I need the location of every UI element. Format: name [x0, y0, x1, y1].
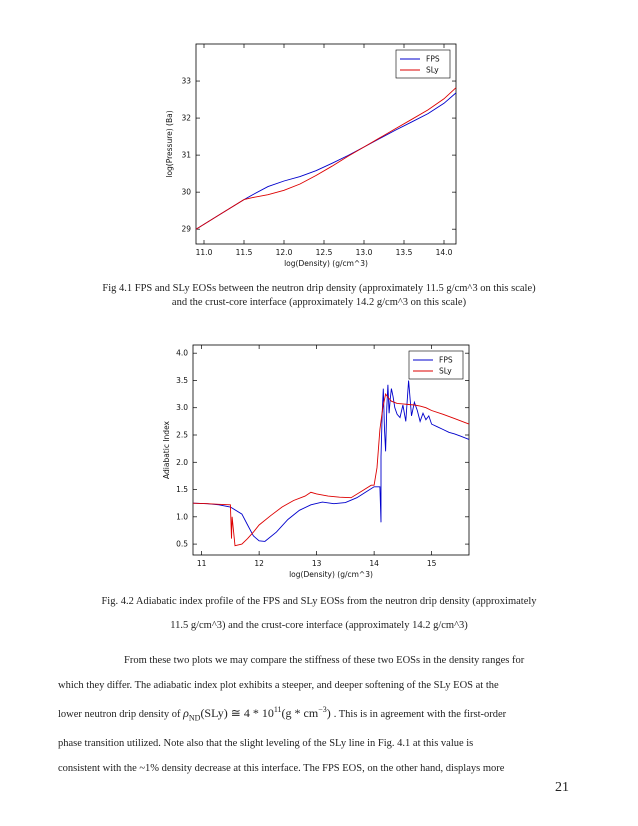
x-tick-label: 13.5	[395, 248, 413, 257]
y-tick-label: 0.5	[176, 539, 188, 549]
legend-label-sly: SLy	[426, 65, 439, 75]
neutron-drip-density-formula	[183, 705, 334, 723]
body-text-line: phase transition utilized. Note also that the slight leveling of the SLy line in Fig. 4.1 at this value is	[58, 738, 474, 749]
x-tick-label: 13.0	[355, 248, 373, 257]
y-tick-label: 29	[181, 224, 191, 234]
pressure-chart	[0, 30, 638, 275]
formula-subscript: ND	[188, 713, 201, 723]
x-tick-label: 14	[369, 559, 379, 568]
x-tick-label: 12.0	[275, 248, 293, 257]
legend-box	[396, 50, 450, 78]
legend-label-fps: FPS	[439, 355, 453, 365]
body-text-line: From these two plots we may compare the stiffness of these two EOSs in the density ranges for	[124, 655, 525, 666]
figure-4-1-caption-line1: Fig 4.1 FPS and SLy EOSs between the neutron drip density (approximately 11.5 g/cm^3 on this scale)	[102, 283, 536, 294]
y-tick-label: 30	[181, 187, 191, 197]
x-axis-label: log(Density) (g/cm^3)	[289, 570, 373, 579]
body-text-line: which they differ. The adiabatic index plot exhibits a steeper, and deeper softening of the SLy EOS at the	[58, 680, 499, 691]
formula-units: (g * cm	[281, 706, 319, 720]
x-tick-label: 14.0	[435, 248, 453, 257]
formula-rho: ρ	[183, 706, 189, 720]
y-tick-label: 2.5	[176, 430, 188, 440]
x-tick-label: 11.5	[235, 248, 253, 257]
x-tick-label: 12	[254, 559, 264, 568]
y-tick-label: 1.5	[176, 485, 188, 495]
formula-close: )	[326, 706, 331, 720]
page-number: 21	[555, 780, 569, 795]
y-tick-label: 32	[181, 113, 191, 123]
y-tick-label: 4.0	[176, 348, 188, 358]
legend-box	[409, 351, 463, 379]
x-tick-label: 11.0	[195, 248, 213, 257]
body-text-segment: . This is in agreement with the first-order	[333, 709, 507, 720]
legend-label-fps: FPS	[426, 54, 440, 64]
formula-exponent: 11	[273, 705, 282, 714]
body-text-segment: lower neutron drip density of	[58, 709, 181, 720]
x-tick-label: 13	[311, 559, 322, 568]
y-tick-label: 3.0	[176, 403, 188, 413]
figure-4-2-caption-line1: Fig. 4.2 Adiabatic index profile of the FPS and SLy EOSs from the neutron drip density (approximately	[101, 596, 537, 607]
y-tick-label: 33	[181, 76, 191, 86]
y-tick-label: 3.5	[176, 375, 188, 385]
figure-4-2-caption-line2: 11.5 g/cm^3) and the crust-core interface (approximately 14.2 g/cm^3)	[170, 620, 468, 631]
figure-4-1-caption-line2: and the crust-core interface (approximately 14.2 g/cm^3 on this scale)	[171, 297, 467, 308]
y-axis-label: Adiabatic Index	[162, 421, 171, 479]
y-axis-label: log(Pressure) (Ba)	[165, 110, 174, 178]
x-tick-label: 11	[196, 559, 207, 568]
adiabatic-index-chart	[0, 333, 638, 583]
x-tick-label: 15	[426, 559, 437, 568]
x-axis-label: log(Density) (g/cm^3)	[284, 259, 368, 268]
body-text-line-with-formula	[58, 705, 506, 722]
formula-units-exponent: −3	[318, 705, 327, 714]
x-tick-label: 12.5	[315, 248, 333, 257]
legend-label-sly: SLy	[439, 366, 452, 376]
formula-argument: (SLy) ≅ 4 * 10	[200, 706, 274, 720]
y-tick-label: 1.0	[176, 512, 188, 522]
body-text-line: consistent with the ~1% density decrease at this interface. The FPS EOS, on the other hand, displays more	[58, 763, 505, 774]
y-tick-label: 2.0	[176, 457, 188, 467]
y-tick-label: 31	[181, 150, 191, 160]
